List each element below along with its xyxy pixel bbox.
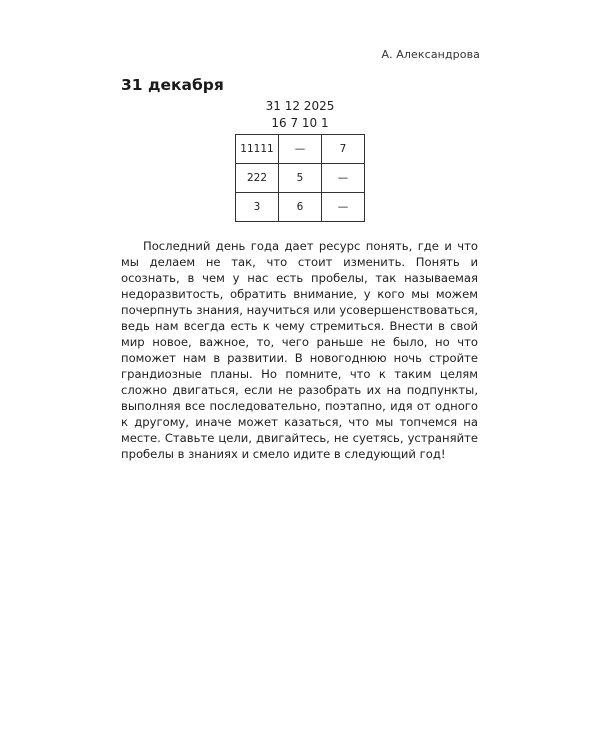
date-sums: 16 7 10 1 xyxy=(271,116,329,130)
grid-cell: 6 xyxy=(279,193,322,222)
grid-row xyxy=(236,135,365,164)
grid-cell: 11111 xyxy=(236,135,279,164)
grid-cell: 7 xyxy=(322,135,365,164)
grid-cell: — xyxy=(322,164,365,193)
grid-cell: 5 xyxy=(279,164,322,193)
grid-cell: 3 xyxy=(236,193,279,222)
date-digits: 31 12 2025 xyxy=(265,99,335,113)
numerology-grid xyxy=(235,134,365,222)
grid-row xyxy=(236,193,365,222)
page-title: 31 декабря xyxy=(121,76,224,94)
grid-cell: — xyxy=(322,193,365,222)
grid-cell: — xyxy=(279,135,322,164)
author-name: А. Александрова xyxy=(381,48,480,61)
body-paragraph: Последний день года дает ресурс понять, где и что мы делаем не так, что стоит изменить. Понять и осознать, в чем у нас есть пробелы, так называемая недоразвитость, обратить внимание, у кого мы можем почерпнуть знания, научиться или усовершенствоваться, ведь нам всегда есть к чему стремиться. Внести в свой мир новое, важное, то, чего раньше не было, но что поможет нам в развитии. В новогоднюю ночь стройте грандиозные планы. Но помните, что к таким целям сложно двигаться, если не разобрать их на подпункты, выполняя все последовательно, поэтапно, идя от одного к другому, иначе может казаться, что мы топчемся на месте. Ставьте цели, двигайтесь, не суетясь, устраняйте пробелы в знаниях и смело идите в следующий год! xyxy=(121,239,478,461)
grid-row xyxy=(236,164,365,193)
grid-cell: 222 xyxy=(236,164,279,193)
